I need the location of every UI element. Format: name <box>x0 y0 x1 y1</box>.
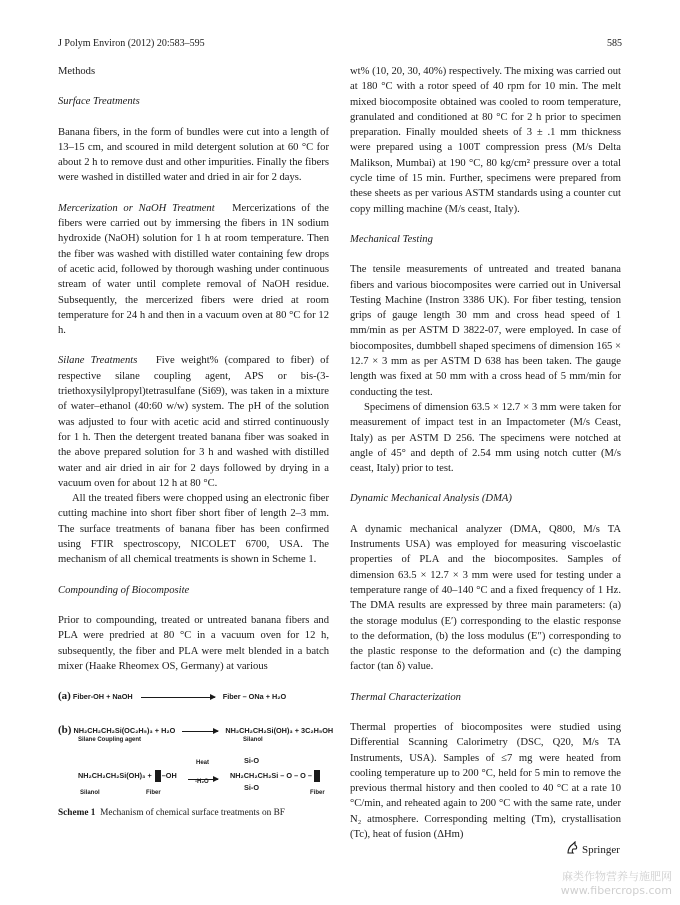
runin-silane: Silane Treatments <box>58 355 138 367</box>
scheme-c-sub-fiber-right: Fiber <box>310 790 325 796</box>
subsection-mechanical-testing: Mechanical Testing <box>350 233 433 245</box>
paragraph-impact: Specimens of dimension 63.5 × 12.7 × 3 mm were taken for measurement of impact test in an Impactometer (M/s Ceast, Italy) as per ASTM D 256. The specimens were notched at angle of 45° and depth of 2.54 mm using notch cutter (M/s ceast, Italy) prior to test. <box>350 401 621 475</box>
paragraph-mechanical: The tensile measurements of untreated and treated banana fibers and various biocomposites were carried out in Universal Testing Machine (Instron 3386 UK). For fiber testing, tension grips of gauge length 30 mm and cross head speed of 1 mm/min as per ASTM D 3822-07, were employed. In case of biocomposites, dumbbell shaped specimens of dimension 165 × 12.7 × 3 mm as per ASTM D 638 has been taken. The gauge length was fixed at 50 mm with a cross head of 5 mm/min for conducting the test. <box>350 264 621 398</box>
reaction-arrow-icon <box>141 697 215 698</box>
scheme-si-o-bottom: Si-O <box>244 783 259 792</box>
paragraph-silane: Silane Treatments Five weight% (compared to fiber) of respective silane coupling agent, APS or bis-(3-triethoxysilylpropyl)tetrasulfane (Si69), was taken in a mixture of water–ethanol (40:60 w/w) system. The pH of the solution was adjusted to four with acetic acid and stirred continuously for 1 h. Then the detergent treated banana fiber was soaked in the above prepared solution for 3 h and washed with distilled water and air dried in air for 2 days followed by drying in a vacuum oven for about 12 h at 80 °C. <box>58 355 329 489</box>
subsection-compounding: Compounding of Biocomposite <box>58 584 190 596</box>
fiber-block-icon <box>314 770 320 782</box>
scheme-c-tail: O – <box>300 770 312 780</box>
scheme-b-products: NH₂CH₂CH₂Si(OH)₃ + 3C₂H₅OH <box>225 726 334 735</box>
scheme-b-sub-right: Silanol <box>243 737 263 743</box>
scheme-heat: Heat <box>196 760 210 766</box>
paragraph-mercerization: Mercerization or NaOH Treatment Mercerizations of the fibers were carried out by immersing the fibers in 1N sodium hydroxide (NaOH) solution for 1 h at room temperature. Then the fiber was washed with distilled water containing few drops of acetic acid, followed by thorough washing under continuous stream of water until complete removal of NaOH residue. Subsequently, the mercerized fibers were dried at room temperature for 24 h and then in a vacuum oven at 80 °C for 12 h. <box>58 202 329 337</box>
subsection-thermal: Thermal Characterization <box>350 691 461 703</box>
watermark <box>561 870 672 898</box>
reaction-arrow-icon <box>182 731 218 732</box>
running-header: J Polym Environ (2012) 20:583–595 <box>58 38 205 49</box>
paragraph-dma: A dynamic mechanical analyzer (DMA, Q800, M/s TA Instruments USA) was employed for measuring viscoelastic properties of PLA and the biocomposites. Samples of dimension 63.5 × 12.7 × 3 mm were used for testing under a temperature range of 40–140 °C and a fixed frequency of 1 Hz. The DMA results are expressed by three main parameters: (a) the storage modulus (E′) corresponding to the elastic response to the deformation, (b) the loss modulus (E″) corresponding to the plastic response to the deformation and (c) the damping factor (tan δ) value. <box>350 523 621 673</box>
caption-text: Mechanism of chemical surface treatments on BF <box>100 808 285 818</box>
scheme-b-sub-left: Silane Coupling agent <box>78 737 142 743</box>
scheme-label-b: (b) <box>58 724 72 736</box>
section-title-methods: Methods <box>58 66 96 77</box>
scheme-a-reactants: Fiber-OH + NaOH <box>72 692 133 701</box>
subsection-dma: Dynamic Mechanical Analysis (DMA) <box>350 493 512 505</box>
subsection-surface-treatments: Surface Treatments <box>58 96 140 108</box>
fiber-block-icon <box>155 770 161 782</box>
scheme-c-silanol: NH₂CH₂CH₂Si(OH)₃ + <box>78 770 152 780</box>
caption-label: Scheme 1 <box>58 808 96 818</box>
scheme-a-products: Fiber – ONa + H₂O <box>222 692 287 701</box>
publisher-logo <box>565 841 620 858</box>
watermark-title: 麻类作物营养与施肥网 <box>562 870 672 883</box>
scheme-c-product: NH₂CH₂CH₂Si <box>230 770 279 780</box>
scheme-label-a: (a) <box>58 690 71 702</box>
scheme-c-sub-fiber: Fiber <box>146 790 161 796</box>
springer-horse-icon <box>565 841 579 858</box>
paragraph-surface: Banana fibers, in the form of bundles were cut into a length of 13–15 cm, and scoured in mild detergent solution at 60 °C for about 2 h to remove dust and other impurities. Finally the fibers were washed in distilled water and dried in air for 2 days. <box>58 126 329 184</box>
paragraph-chopping: All the treated fibers were chopped using an electronic fiber cutting machine into short fiber short fiber of length 2–3 mm. The surface treatments of banana fiber has been confirmed using FTIR spectroscopy, NICOLET 6700, USA. The mechanism of all chemical treatments is shown in Scheme 1. <box>58 493 329 566</box>
paragraph-thermal: Thermal properties of biocomposites were studied using Differential Scanning Calorimetry (DSC, Q20, M/s TA Instruments, USA). Samples of ≤7 mg were heated from cooling temperature up to 200 °C, held for 5 min to remove the previous thermal history and then cooled to 40 °C at a rate 10 °C/min, and reheated again to 200 °C with the same rate, under N₂ atmosphere. Corresponding melting (Tm), crystallisation (Tc), heat of fusion (ΔHm) <box>350 721 621 841</box>
scheme-c-oh: –OH <box>161 770 177 780</box>
scheme-c-bridge: – O – <box>280 770 299 780</box>
scheme-caption <box>58 808 285 818</box>
paragraph-compounding: Prior to compounding, treated or untreated banana fibers and PLA were predried at 80 °C in a vacuum oven for 12 h, subsequently, the fiber and PLA were melt blended in a batch mixer (Haake Rheomex OS, Germany) at various <box>58 614 329 672</box>
page-number: 585 <box>607 38 622 49</box>
watermark-url: www.fibercrops.com <box>560 884 672 897</box>
right-column <box>350 64 621 842</box>
publisher-name: Springer <box>582 843 620 856</box>
scheme-b-reactants: NH₂CH₂CH₂Si(OC₂H₅)₃ + H₂O <box>73 726 176 735</box>
left-column <box>58 64 329 674</box>
scheme-minus-water: -H₂O <box>195 779 209 785</box>
scheme-si-o-top: Si-O <box>244 756 259 765</box>
runin-mercerization: Mercerization or NaOH Treatment <box>58 202 215 214</box>
scheme-c-sub-silanol: Silanol <box>80 790 100 796</box>
paragraph-compounding-cont: wt% (10, 20, 30, 40%) respectively. The mixing was carried out at 180 °C with a rotor speed of 40 rpm for 10 min. The melt mixed biocomposite obtained was cooled to room temperature, granulated and conditioned at 80 °C for 2 h prior to specimen preparation. Finally moulded sheets of 3 ± .1 mm thickness were prepared using a 100T compression press (M/s Delta Malikson, Mumbai) at 190 °C, 80 kg/cm² pressure over a total cycle time of 15 min. Further, specimens were prepared from these sheets as per various ASTM standards using a counter cut copy milling machine (M/s ceast, Italy). <box>350 66 621 215</box>
